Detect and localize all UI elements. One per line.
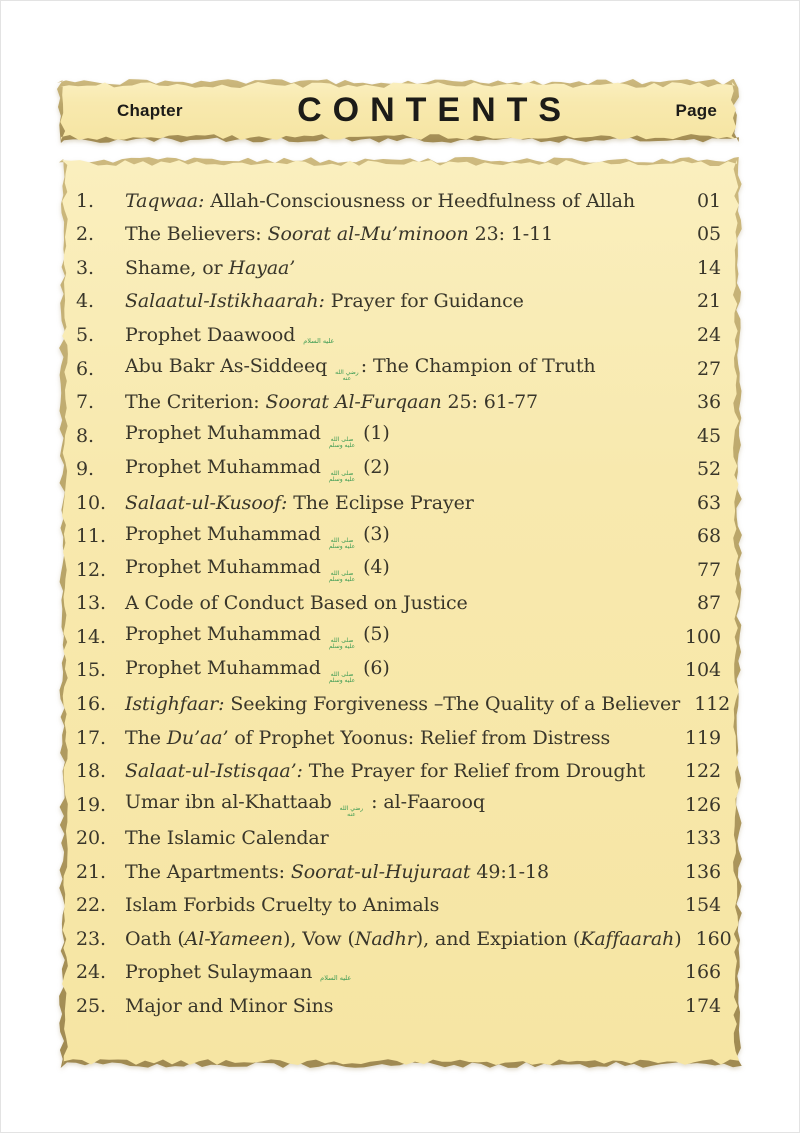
toc-row (76, 754, 721, 788)
page-number: 63 (697, 491, 721, 514)
honorific-sallallahu-alayhi-wa-sallam-icon: صلى الله عليه وسلم (328, 570, 356, 584)
toc-entry-text: Abu Bakr As-Siddeeq رضي الله عنه : The Champion of Truth (125, 354, 596, 382)
page-number: 87 (697, 592, 721, 615)
toc-row (76, 519, 721, 553)
chapter-number: 8. (76, 424, 94, 447)
page-number: 27 (697, 357, 721, 380)
toc-entry-text: The Du’aa’ of Prophet Yoonus: Relief from Distress (125, 726, 611, 749)
toc-row (76, 888, 721, 922)
toc-row (76, 184, 721, 218)
page-number: 119 (685, 726, 721, 749)
toc-row (76, 956, 721, 990)
toc-entry-text: Prophet Muhammad صلى الله عليه وسلم (3) (125, 522, 390, 550)
chapter-number: 2. (76, 223, 94, 246)
toc-row (76, 385, 721, 419)
page-number: 154 (685, 894, 721, 917)
toc-entry-text: Istighfaar: Seeking Forgiveness –The Quality of a Believer (125, 692, 681, 715)
contents-header-band (57, 79, 739, 143)
chapter-number: 21. (76, 860, 106, 883)
page-column-label: Page (675, 101, 717, 120)
chapter-number: 25. (76, 994, 106, 1017)
toc-row (76, 419, 721, 453)
toc-entry-text: Prophet Muhammad صلى الله عليه وسلم (6) (125, 656, 390, 684)
honorific-sallallahu-alayhi-wa-sallam-icon: صلى الله عليه وسلم (328, 637, 356, 651)
chapter-number: 16. (76, 692, 106, 715)
toc-entry-text: Prophet Muhammad صلى الله عليه وسلم (1) (125, 421, 390, 450)
toc-row (76, 587, 721, 621)
page-number: 21 (697, 290, 721, 313)
toc-entry-text: Salaat-ul-Kusoof: The Eclipse Prayer (125, 491, 474, 514)
toc-row (76, 788, 721, 822)
page-number: 05 (697, 223, 721, 246)
toc-entry-text: The Criterion: Soorat Al-Furqaan 25: 61-77 (125, 391, 539, 414)
honorific-radiyallahu-anhu-icon: رضي الله عنه (335, 368, 359, 382)
toc-entry-text: Prophet Muhammad صلى الله عليه وسلم (5) (125, 623, 390, 651)
chapter-number: 13. (76, 592, 106, 615)
honorific-alayhis-salaam-icon: عليه السلام (320, 974, 352, 983)
chapter-number: 3. (76, 256, 94, 279)
toc-row (76, 687, 731, 721)
chapter-number: 20. (76, 827, 106, 850)
page-number: 68 (697, 525, 721, 548)
toc-entry-text: The Apartments: Soorat-ul-Hujuraat 49:1-18 (125, 860, 549, 883)
toc-entry-text: Prophet Muhammad صلى الله عليه وسلم (4) (125, 556, 390, 584)
page-number: 174 (685, 994, 721, 1017)
chapter-number: 11. (76, 525, 106, 548)
honorific-sallallahu-alayhi-wa-sallam-icon: صلى الله عليه وسلم (328, 469, 356, 483)
honorific-sallallahu-alayhi-wa-sallam-icon: صلى الله عليه وسلم (328, 536, 356, 550)
toc-row (76, 922, 732, 956)
toc-row (76, 654, 721, 688)
page-number: 01 (697, 189, 721, 212)
toc-entry-text: Salaat-ul-Istisqaa’: The Prayer for Relief from Drought (125, 760, 646, 783)
toc-entry-text: Major and Minor Sins (125, 994, 334, 1017)
toc-row (76, 620, 721, 654)
chapter-number: 12. (76, 558, 106, 581)
page-number: 126 (685, 793, 721, 816)
toc-row (76, 452, 721, 486)
chapter-number: 5. (76, 323, 94, 346)
page-number: 45 (697, 424, 721, 447)
toc-entry-text: Salaatul-Istikhaarah: Prayer for Guidance (125, 290, 524, 313)
chapter-number: 15. (76, 659, 106, 682)
chapter-number: 19. (76, 793, 106, 816)
toc-entry-text: Umar ibn al-Khattaab رضي الله عنه : al-Faarooq (125, 791, 485, 819)
page-number: 77 (697, 558, 721, 581)
chapter-number: 22. (76, 894, 106, 917)
chapter-number: 9. (76, 458, 94, 481)
toc-row (76, 251, 721, 285)
toc-row (76, 285, 721, 319)
page-number: 133 (685, 827, 721, 850)
toc-entry-text: Oath (Al-Yameen), Vow (Nadhr), and Expiation (Kaffaarah) (125, 927, 682, 950)
honorific-radiyallahu-anhu-icon: رضي الله عنه (339, 805, 364, 819)
page-number: 122 (685, 760, 721, 783)
chapter-number: 18. (76, 760, 106, 783)
page-number: 166 (685, 961, 721, 984)
chapter-number: 7. (76, 391, 94, 414)
toc-row (76, 218, 721, 252)
toc-entry-text: Islam Forbids Cruelty to Animals (125, 894, 440, 917)
toc-row (76, 721, 721, 755)
toc-row (76, 318, 721, 352)
toc-entry-text: Prophet Muhammad صلى الله عليه وسلم (2) (125, 455, 390, 483)
chapter-number: 23. (76, 927, 106, 950)
chapter-number: 14. (76, 625, 106, 648)
toc-row (76, 821, 721, 855)
toc-row (76, 855, 721, 889)
toc-entry-text: Prophet Daawood عليه السلام (125, 323, 335, 346)
toc-entry-text: Prophet Sulaymaan عليه السلام (125, 961, 352, 984)
toc-entry-text: The Islamic Calendar (125, 827, 329, 850)
honorific-sallallahu-alayhi-wa-sallam-icon: صلى الله عليه وسلم (328, 670, 356, 684)
chapter-number: 10. (76, 491, 106, 514)
page-number: 14 (697, 256, 721, 279)
page-number: 136 (685, 860, 721, 883)
page-title: CONTENTS (297, 90, 573, 129)
toc-entry-text: The Believers: Soorat al-Mu’minoon 23: 1-11 (125, 223, 554, 246)
honorific-alayhis-salaam-icon: عليه السلام (303, 336, 335, 345)
toc-row (76, 486, 721, 520)
toc-row (76, 352, 721, 386)
toc-entry-text: Taqwaa: Allah-Consciousness or Heedfulness of Allah (125, 189, 636, 212)
chapter-number: 1. (76, 189, 94, 212)
page-number: 160 (695, 927, 732, 950)
toc-row (76, 553, 721, 587)
toc-entry-text: A Code of Conduct Based on Justice (125, 592, 468, 615)
chapter-number: 4. (76, 290, 94, 313)
page-number: 36 (697, 391, 721, 414)
chapter-number: 6. (76, 357, 94, 380)
chapter-column-label: Chapter (117, 101, 183, 120)
page-number: 104 (685, 659, 721, 682)
toc-entry-text: Shame, or Hayaa’ (125, 256, 296, 279)
chapter-number: 17. (76, 726, 106, 749)
honorific-sallallahu-alayhi-wa-sallam-icon: صلى الله عليه وسلم (328, 435, 356, 450)
page-number: 100 (685, 625, 721, 648)
page-number: 52 (697, 458, 721, 481)
toc-list (76, 184, 732, 1023)
page-number: 112 (694, 692, 731, 715)
toc-page (59, 157, 742, 1068)
chapter-number: 24. (76, 961, 106, 984)
toc-row (76, 989, 721, 1023)
page-number: 24 (697, 323, 721, 346)
